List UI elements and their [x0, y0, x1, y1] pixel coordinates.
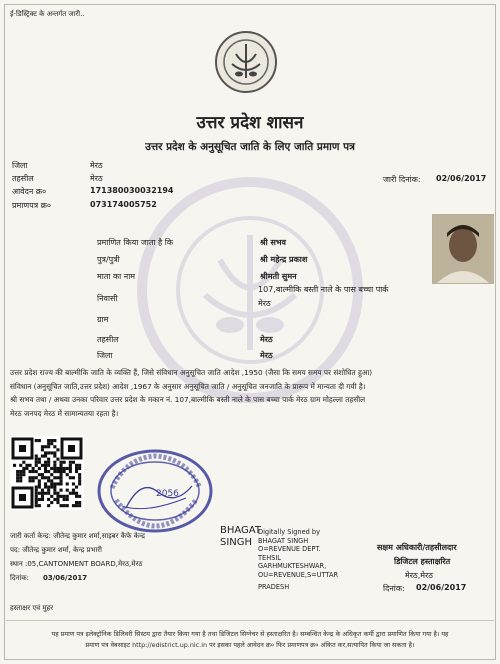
qr-module: [35, 458, 38, 461]
qr-module: [38, 492, 41, 495]
qr-module: [66, 504, 69, 507]
qr-module: [60, 464, 63, 467]
district-label-2: जिला: [97, 351, 113, 360]
tehsil-label: तहसील: [12, 174, 34, 183]
qr-module: [69, 461, 72, 464]
statement-line-4: मेरठ जनपद मेरठ में सामान्यतया रहता है।: [10, 408, 119, 418]
qr-module: [38, 504, 41, 507]
qr-module: [47, 451, 50, 454]
qr-module: [50, 467, 53, 470]
qr-module: [60, 479, 63, 482]
qr-module: [72, 504, 75, 507]
qr-module: [38, 458, 41, 461]
qr-module: [19, 479, 22, 482]
qr-module: [53, 476, 56, 479]
qr-module: [50, 473, 53, 476]
qr-module: [41, 473, 44, 476]
qr-module: [63, 470, 66, 473]
qr-module: [69, 470, 72, 473]
certify-label: प्रमाणित किया जाता है कि: [97, 238, 174, 247]
qr-module: [35, 470, 38, 473]
qr-module: [63, 495, 66, 498]
qr-module: [75, 464, 78, 467]
authority-signed: डिजिटल हस्ताक्षरित: [394, 557, 451, 566]
qr-module: [50, 495, 53, 498]
qr-module: [60, 495, 63, 498]
qr-module: [53, 482, 56, 485]
qr-module: [22, 473, 25, 476]
qr-module: [47, 479, 50, 482]
certificate-label: प्रमाणपत्र क्र०: [12, 201, 51, 210]
qr-module: [53, 451, 56, 454]
qr-module: [25, 464, 28, 467]
up-emblem-icon: [214, 30, 278, 94]
footer-note: [6, 629, 494, 651]
qr-module: [50, 479, 53, 482]
qr-code-icon: [10, 436, 84, 510]
qr-module: [56, 498, 59, 501]
qr-module: [47, 489, 50, 492]
qr-module: [60, 476, 63, 479]
qr-module: [53, 439, 56, 442]
qr-module: [60, 473, 63, 476]
issuer-date-value: 03/06/2017: [43, 574, 88, 582]
qr-module: [75, 495, 78, 498]
qr-module: [38, 479, 41, 482]
qr-module: [35, 492, 38, 495]
qr-module: [50, 482, 53, 485]
qr-module: [32, 470, 35, 473]
signature-line3: O=REVENUE DEPT.: [258, 545, 321, 554]
certificate-number: 073174005752: [90, 200, 157, 209]
signer-name-large: [220, 525, 261, 549]
authority-date-label: दिनांक:: [383, 584, 405, 593]
footer-line1: यह प्रमाण पत्र इलेक्ट्रॉनिक डिलिवरी सिस्टम द्वारा तैयार किया गया है तथा डिजिटल सिग्नेचर से हस्ताक्षरित है। सम्बन्धित केन्द्र के अधिकृत कर्मी द्वारा प्रमाणित किया गया है। यह: [51, 630, 449, 638]
signature-seal-label: हस्ताक्षर एवं मुहर: [10, 604, 54, 612]
qr-module: [60, 482, 63, 485]
address-line2: मेरठ: [258, 299, 271, 308]
caste-statement: [10, 366, 492, 420]
qr-module: [38, 439, 41, 442]
qr-module: [35, 439, 38, 442]
qr-module: [56, 492, 59, 495]
qr-module: [35, 486, 38, 489]
qr-module: [25, 467, 28, 470]
qr-module: [66, 473, 69, 476]
qr-module: [78, 476, 81, 479]
qr-module: [56, 458, 59, 461]
qr-module: [47, 476, 50, 479]
qr-module: [16, 470, 19, 473]
qr-module: [66, 498, 69, 501]
qr-module: [75, 492, 78, 495]
qr-module: [75, 501, 78, 504]
qr-module: [44, 464, 47, 467]
qr-module: [75, 467, 78, 470]
statement-line-3: श्री सभव तथा / अथवा उनका परिवार उत्तर प्रदेश के मकान नं. 107,बाल्मीकि बस्ती नाले के पास बच्चा पार्क मेरठ ग्राम मोहल्ला तहसील: [10, 395, 366, 404]
qr-module: [41, 464, 44, 467]
qr-module: [35, 455, 38, 458]
qr-module: [35, 489, 38, 492]
qr-module: [78, 504, 81, 507]
qr-module: [32, 476, 35, 479]
qr-module: [29, 476, 32, 479]
qr-module: [63, 504, 66, 507]
qr-module: [63, 498, 66, 501]
qr-module: [44, 451, 47, 454]
qr-module: [53, 492, 56, 495]
qr-module: [35, 461, 38, 464]
qr-module: [60, 504, 63, 507]
qr-module: [53, 445, 56, 448]
qr-module: [29, 479, 32, 482]
qr-module: [69, 492, 72, 495]
qr-module: [56, 501, 59, 504]
qr-module: [72, 482, 75, 485]
qr-module: [41, 455, 44, 458]
tehsil-value: मेरठ: [90, 174, 103, 183]
signature-line5: GARHMUKTESHWAR,: [258, 562, 327, 571]
qr-module: [50, 439, 53, 442]
qr-module: [16, 473, 19, 476]
qr-module: [41, 498, 44, 501]
qr-module: [56, 482, 59, 485]
qr-module: [75, 504, 78, 507]
qr-module: [78, 495, 81, 498]
qr-module: [19, 473, 22, 476]
qr-module: [38, 461, 41, 464]
qr-module: [41, 445, 44, 448]
qr-module: [19, 470, 22, 473]
qr-module: [47, 439, 50, 442]
qr-module: [38, 498, 41, 501]
qr-module: [72, 489, 75, 492]
qr-module: [47, 458, 50, 461]
qr-module: [53, 486, 56, 489]
qr-module: [22, 470, 25, 473]
qr-module: [41, 476, 44, 479]
qr-module: [50, 451, 53, 454]
signature-line2: BHAGAT SINGH: [258, 536, 309, 545]
footer-line2: प्रमाण पत्र वेबसाइट http://edistrict.up.nic.in पर इसका पहले आवेदन क्र० फिर प्रमाणपत्र क्र० अंकित कर,सत्यापित किया जा सकता है।: [85, 641, 415, 649]
applicant-photo: [432, 214, 494, 284]
person-name: श्री सभव: [260, 238, 287, 247]
qr-module: [19, 476, 22, 479]
qr-module: [44, 482, 47, 485]
qr-module: [78, 467, 81, 470]
qr-module: [53, 489, 56, 492]
qr-module: [41, 448, 44, 451]
qr-module: [56, 448, 59, 451]
qr-module: [60, 470, 63, 473]
son-label: पुत्र/पुत्री: [97, 255, 120, 264]
qr-module: [47, 461, 50, 464]
qr-module: [78, 464, 81, 467]
qr-module: [22, 461, 25, 464]
qr-module: [53, 461, 56, 464]
qr-module: [19, 464, 22, 467]
qr-module: [38, 473, 41, 476]
qr-module: [69, 467, 72, 470]
village-label: ग्राम: [97, 315, 109, 324]
stamp-number: 2056: [156, 489, 179, 499]
application-number: 171380030032194: [90, 186, 174, 195]
qr-module: [53, 467, 56, 470]
qr-module: [41, 492, 44, 495]
qr-module: [38, 486, 41, 489]
authority-place: मेरठ,मेरठ: [405, 571, 433, 580]
qr-module: [47, 445, 50, 448]
district-label: जिला: [12, 161, 28, 170]
qr-module: [13, 464, 16, 467]
qr-module: [78, 501, 81, 504]
qr-module: [16, 476, 19, 479]
mother-name: श्रीमती सुमन: [260, 272, 297, 281]
qr-module: [66, 495, 69, 498]
statement-line-2: संविधान (अनुसूचित जाति,उत्तर प्रदेश) आदेश ,1967 के अनुसार अनुसूचित जाति / अनुसूचित जनजाति के प्रारूप में मान्यता दी गयी है।: [10, 381, 366, 391]
qr-module: [75, 486, 78, 489]
qr-module: [44, 455, 47, 458]
qr-module: [53, 470, 56, 473]
qr-module: [35, 464, 38, 467]
qr-module: [50, 486, 53, 489]
signature-line7: PRADESH: [258, 583, 290, 591]
issuer-date-label: दिनांक:: [10, 574, 29, 582]
qr-module: [38, 482, 41, 485]
qr-module: [47, 504, 50, 507]
qr-module: [44, 476, 47, 479]
digital-signature-block: [258, 528, 338, 580]
tehsil-value-2: मेरठ: [260, 335, 273, 344]
official-stamp: [96, 448, 214, 534]
top-note: ई-डिस्ट्रिक्ट के अन्तर्गत जारी..: [10, 10, 85, 18]
authority-date-value: 02/06/2017: [416, 583, 467, 592]
tehsil-label-2: तहसील: [97, 335, 119, 344]
qr-module: [56, 467, 59, 470]
qr-module: [78, 482, 81, 485]
qr-module: [56, 495, 59, 498]
qr-module: [35, 495, 38, 498]
page-title: उत्तर प्रदेश शासन: [196, 113, 304, 133]
qr-module: [41, 489, 44, 492]
qr-module: [35, 501, 38, 504]
qr-module: [44, 486, 47, 489]
qr-module: [66, 489, 69, 492]
qr-module: [50, 442, 53, 445]
issuer-place: स्थान :05,CANTONMENT BOARD,मेरठ,मेरठ: [10, 560, 143, 568]
signature-line4: TEHSIL: [258, 553, 281, 562]
qr-module: [60, 467, 63, 470]
qr-module: [32, 479, 35, 482]
qr-module: [66, 467, 69, 470]
statement-line-1: उत्तर प्रदेश राज्य की बाल्मीकि जाति के व्यक्ति हैं, जिसे संविधान अनुसूचित जाति आदेश ,1950 (जैसा कि समय समय पर संशोधित हुआ): [10, 368, 373, 377]
qr-module: [60, 489, 63, 492]
resident-label: निवासी: [97, 294, 118, 303]
issue-date-value: 02/06/2017: [436, 174, 487, 183]
district-value: मेरठ: [90, 161, 103, 170]
qr-module: [56, 476, 59, 479]
mother-label: माता का नाम: [97, 272, 136, 281]
qr-module: [53, 498, 56, 501]
qr-module: [63, 467, 66, 470]
qr-module: [69, 476, 72, 479]
signer-name-line1: BHAGAT: [220, 525, 261, 536]
qr-module: [69, 464, 72, 467]
qr-module: [35, 498, 38, 501]
qr-module: [72, 476, 75, 479]
qr-module: [44, 492, 47, 495]
qr-module: [66, 482, 69, 485]
qr-module: [47, 442, 50, 445]
qr-module: [22, 467, 25, 470]
qr-module: [47, 498, 50, 501]
qr-module: [63, 461, 66, 464]
qr-module: [72, 461, 75, 464]
qr-module: [47, 492, 50, 495]
qr-module: [72, 492, 75, 495]
signature-line6: OU=REVENUE,S=UTTAR: [258, 570, 339, 579]
qr-module: [16, 479, 19, 482]
qr-module: [35, 504, 38, 507]
issue-date-label: जारी दिनांक:: [383, 175, 421, 184]
qr-module: [47, 486, 50, 489]
qr-module: [78, 479, 81, 482]
footer-divider: [6, 620, 494, 621]
qr-module: [78, 473, 81, 476]
qr-module: [56, 470, 59, 473]
qr-module: [53, 464, 56, 467]
qr-module: [53, 455, 56, 458]
authority-title: सक्षम अधिकारी/तहसीलदार: [377, 543, 457, 552]
qr-module: [75, 470, 78, 473]
qr-module: [38, 467, 41, 470]
father-name: श्री महेन्द्र प्रकाश: [260, 255, 308, 264]
qr-module: [44, 470, 47, 473]
qr-module: [29, 470, 32, 473]
qr-module: [41, 495, 44, 498]
qr-module: [44, 445, 47, 448]
district-value-2: मेरठ: [260, 351, 273, 360]
signature-line1: Digitally Signed by: [258, 528, 321, 536]
application-label: आवेदन क्र०: [12, 187, 47, 196]
issuer-post: पद: जीतेन्द्र कुमार शर्मा, केन्द्र प्रभारी: [10, 546, 102, 554]
page-subtitle: उत्तर प्रदेश के अनुसूचित जाति के लिए जाति प्रमाण पत्र: [145, 141, 355, 153]
qr-module: [47, 470, 50, 473]
qr-module: [47, 464, 50, 467]
qr-module: [60, 461, 63, 464]
qr-module: [35, 476, 38, 479]
issuer-center: जारी कर्ता केन्द्र: जीतेन्द्र कुमार शर्मा,साइबर कैफे केन्द्र: [10, 532, 146, 540]
qr-module: [44, 461, 47, 464]
qr-module: [29, 464, 32, 467]
qr-module: [44, 467, 47, 470]
qr-module: [32, 467, 35, 470]
address-line1: 107,बाल्मीकि बस्ती नाले के पास बच्चा पार्क: [258, 285, 389, 294]
signer-name-line2: SINGH: [220, 537, 253, 548]
qr-module: [50, 501, 53, 504]
